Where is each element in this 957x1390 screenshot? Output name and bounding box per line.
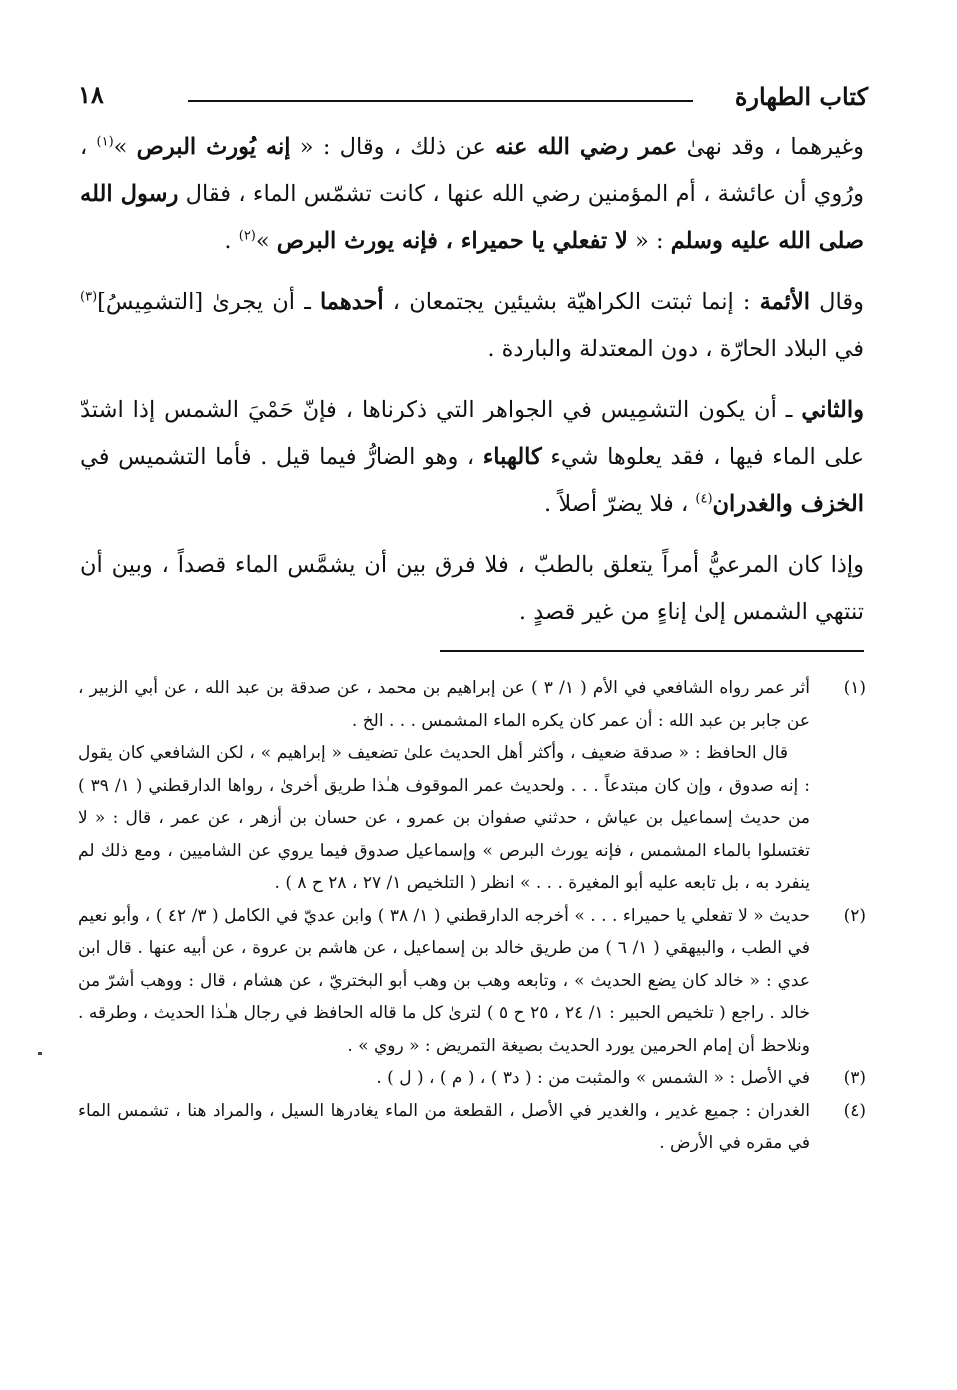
text-run: : إنما ثبتت الكراهيّة بشيئين يجتمعان ، (383, 289, 760, 315)
text-run: عن ذلك ، وقال : « (290, 134, 496, 160)
paragraph-1 (80, 124, 864, 265)
footnote-body (78, 900, 810, 1063)
text-run: في البلاد الحارّة ، دون المعتدلة والباردة . (487, 336, 864, 362)
footnote-ref-1: (١) (96, 134, 114, 150)
footnote-paragraph: قال الحافظ : « صدقة ضعيف ، وأكثر أهل الحديث علىٰ تضعيف « إبراهيم » ، لكن الشافعي كان يقول : إنه صدوق ، وإن كان مبتدعاً . . . ولحديث عمر الموقوف هـٰذا طريق أخرىٰ ، رواها الدارقطني ( ١/ ٣٩ ) من حديث إسماعيل بن عياش ، حدثني صفوان بن عمرو ، عن حسان بن أزهر ، عن عمر ، قال : « لا تغتسلوا بالماء المشمس ، فإنه يورث البرص » وإسماعيل صدوق فيما يروي عن الشاميين ، ومع ذلك لم ينفرد به ، بل تابعه عليه أبو المغيرة . . . » انظر ( التلخيص ١/ ٢٧ ، ٢٨ ح ٨ ) . (78, 743, 810, 893)
bold-quote: إنه يُورث البرص (136, 134, 291, 160)
text-run: » (255, 228, 277, 254)
running-header (78, 78, 868, 118)
footnote-2 (78, 900, 866, 1063)
bold-run: الأئمة (759, 289, 811, 315)
paragraph-4: وإذا كان المرعيُّ أمراً يتعلق بالطبّ ، فلا فرق بين أن يشمَّس الماء قصداً ، وبين أن تنتهي الشمس إلىٰ إناءٍ من غير قصدٍ . (80, 552, 864, 625)
footnote-paragraph: في الأصل : « الشمس » والمثبت من : ( د٣ ) ، ( م ) ، ( ل ) . (376, 1068, 810, 1088)
footnote-ref-3: (٣) (80, 289, 98, 305)
paragraph-3 (80, 387, 864, 528)
footnote-ref-2: (٢) (238, 228, 256, 244)
footnote-paragraph: حديث « لا تفعلي يا حميراء . . . » أخرجه الدارقطني ( ١/ ٣٨ ) وابن عديّ في الكامل ( ٣/ ٤٢ ) ، وأبو نعيم في الطب ، والبيهقي ( ١/ ٦ ) من طريق خالد بن إسماعيل ، عن هاشم بن عروة ، عن أبيه عنها . قال ابن عدي : « خالد كان يضع الحديث » ، وتابعه وهب بن وهب أبو البختريّ ، عن هشام ، قال : ووهب أشرّ من خالد . راجع ( تلخيص الحبير : ١/ ٢٤ ، ٢٥ ح ٥ ) لترىٰ كل ما قاله الحافظ في رجال هـٰذا الحديث ، وطرقه . ونلاحظ أن إمام الحرمين يورد الحديث بصيغة التمريض : « روي » . (78, 905, 811, 1056)
footnote-paragraph: أثر عمر رواه الشافعي في الأم ( ١/ ٣ ) عن إبراهيم بن محمد ، عن صدقة بن عبد الله ، عن أبي الزبير ، عن جابر بن عبد الله : أن عمر كان يكره الماء المشمس . . . الخ . (78, 678, 810, 731)
text-run: » (113, 134, 137, 160)
book-title: كتاب الطهارة (734, 82, 868, 111)
text-run: ـ أن يكون التشمِيس في الجواهر التي ذكرناها ، فإنّ حَمْيَ الشمس إذا اشتدّ على الماء فيها ، فقد يعلوها شيء (80, 397, 864, 470)
bold-run: أحدهما (319, 289, 384, 315)
footnote-number: (٤) (843, 1100, 866, 1121)
footnote-ref-4: (٤) (695, 491, 713, 507)
footnote-1 (78, 672, 866, 900)
footnote-4 (78, 1095, 866, 1160)
footnote-number: (٣) (843, 1068, 866, 1088)
text-run: ، فلا يضرّ أصلاً . (544, 491, 696, 517)
main-text (80, 124, 864, 650)
footnotes (78, 672, 866, 1160)
bold-run: رسول الله صلى الله عليه وسلم (80, 181, 864, 254)
bold-quote: لا تفعلي يا حميراء ، فإنه يورث البرص (276, 228, 628, 254)
bold-run: كالهباء (482, 444, 542, 470)
text-run: . (224, 228, 239, 254)
footnote-body (78, 1062, 810, 1095)
margin-mark (38, 1052, 42, 1055)
text-run: وغيرهما ، وقد نهىٰ (677, 134, 864, 160)
text-run: ، وهو الضارُّ فيما قيل . فأما التشميس في (80, 444, 483, 470)
bold-run: الخزف والغدران (712, 491, 864, 517)
text-run: ، ورُوي أن عائشة ، أم المؤمنين رضي الله عنها ، كانت تشمّس الماء ، فقال (80, 134, 864, 207)
footnote-paragraph: الغدران : جميع غدير ، والغدير في الأصل ، القطعة من الماء يغادرها السيل ، والمراد هنا ، تشمس الماء في مقره في الأرض . (78, 1100, 810, 1153)
header-rule (188, 100, 693, 102)
footnote-number: (١) (843, 678, 866, 698)
page-number: ١٨ (78, 80, 104, 109)
text-run: ـ أن يجرىٰ [التشمِيسُ] (97, 289, 320, 315)
text-run: : « (627, 228, 671, 254)
paragraph-2 (80, 279, 864, 373)
bold-run: عمر رضي الله عنه (495, 134, 678, 160)
footnote-body (78, 672, 810, 900)
text-run: وقال (810, 289, 865, 315)
footnote-separator (440, 650, 864, 652)
footnote-3 (78, 1062, 866, 1095)
footnote-number: (٢) (843, 905, 866, 926)
bold-run: والثاني (801, 397, 864, 423)
footnote-body (78, 1095, 810, 1160)
